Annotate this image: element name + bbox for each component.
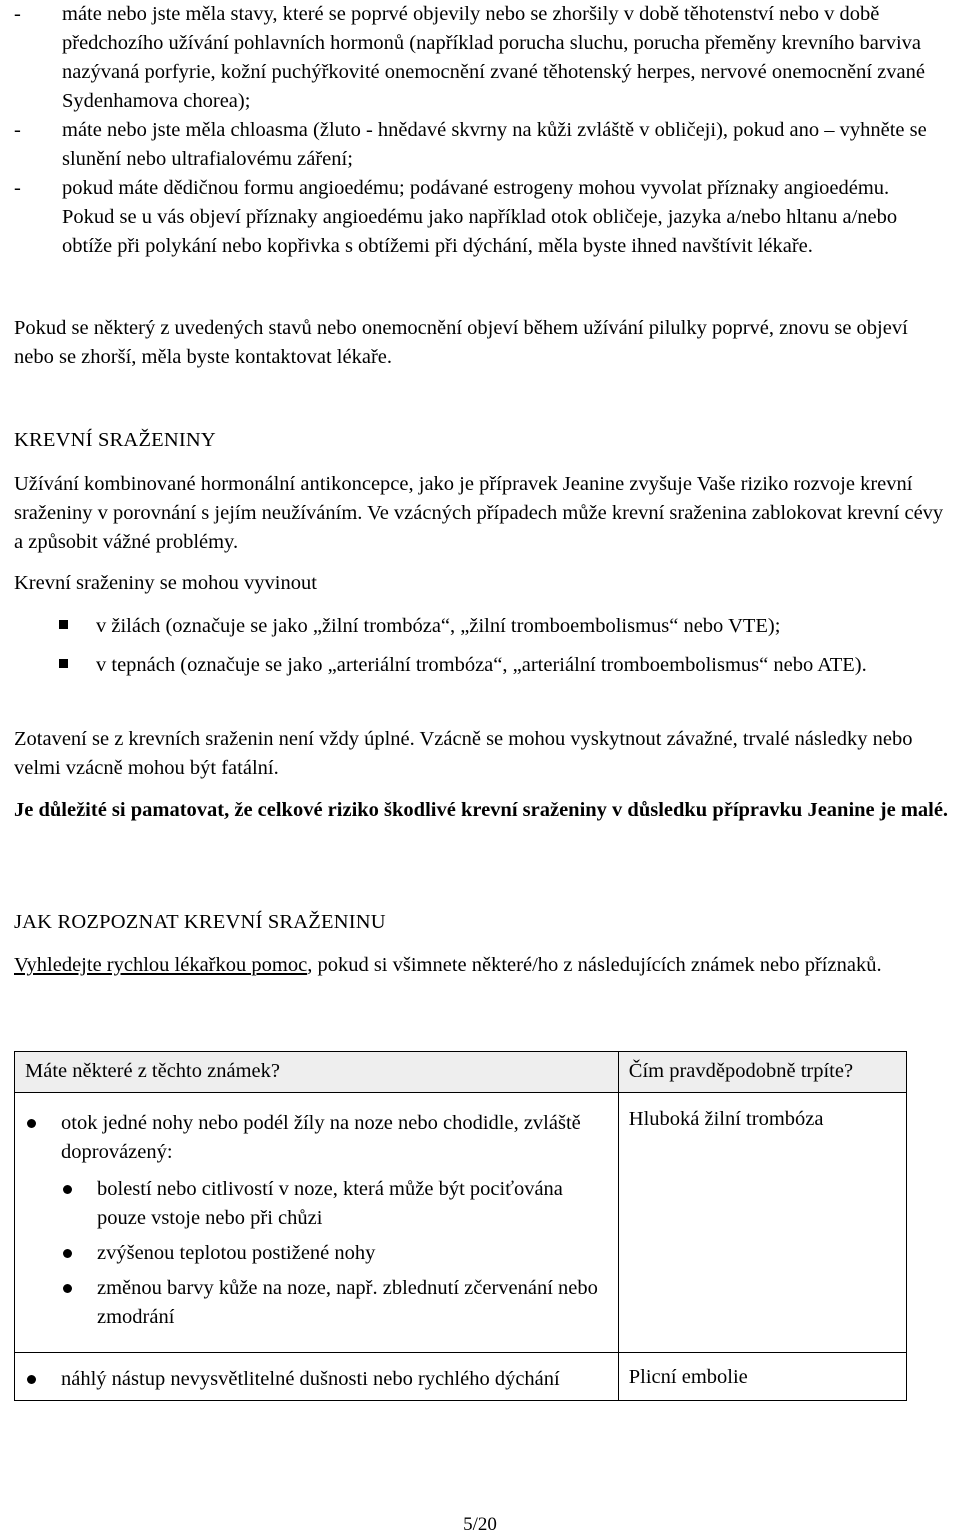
table-row (15, 1353, 907, 1401)
square-bullet-icon (59, 659, 68, 668)
list-item: - pokud máte dědičnou formu angioedému; podávané estrogeny mohou vyvolat příznaky angioedému. Pokud se u vás objeví příznaky angioedému jako například otok obličeje, jazyka a/nebo hltanu a/nebo obtíže při polykání nebo kopřivka s obtížemi při dýchání, měla byste ihned navštívit lékaře. (14, 177, 898, 257)
header-signs: Máte některé z těchto známek? (15, 1052, 619, 1093)
table-row (15, 1093, 907, 1353)
section-heading-blood-clots: KREVNÍ SRAŽENINY (14, 429, 216, 451)
list-item: otok jedné nohy nebo podél žíly na noze nebo chodidle, zvláště doprovázený: bolestí nebo citlivostí v noze, která může být pociťována pouze vstoje nebo při chůzi zvýšenou teplotou postižené nohy změnou barvy kůže na noze, např. zblednutí zčervenání nebo zmodrání (25, 1109, 608, 1332)
list-item: náhlý nástup nevysvětlitelné dušnosti nebo rychlého dýchání (25, 1365, 608, 1394)
clot-location-list (14, 612, 934, 690)
page-number: 5/20 (463, 1514, 497, 1535)
header-condition: Čím pravděpodobně trpíte? (618, 1052, 906, 1093)
contact-paragraph: Pokud se některý z uvedených stavů nebo onemocnění objeví během užívání pilulky poprvé, znovu se objeví nebo se zhorší, měla byste kontaktovat lékaře. (14, 317, 908, 368)
list-item: - máte nebo jste měla chloasma (žluto - hnědavé skvrny na kůži zvláště v obličeji), pokud ano – vyhněte se slunění nebo ultrafialovému záření; (14, 119, 927, 170)
bullet-icon (63, 1284, 72, 1293)
list-item: v tepnách (označuje se jako „arteriální trombóza“, „arteriální tromboembolismus“ nebo ATE). (14, 651, 934, 680)
table-header-row (15, 1052, 907, 1093)
list-item: změnou barvy kůže na noze, např. zblednutí zčervenání nebo zmodrání (61, 1274, 608, 1332)
recovery-paragraph: Zotavení se z krevních sraženin není vždy úplné. Vzácně se mohou vyskytnout závažné, trvalé následky nebo velmi vzácně mohou být fatální. (14, 728, 913, 779)
risk-paragraph: Užívání kombinované hormonální antikoncepce, jako je přípravek Jeanine zvyšuje Vaše riziko rozvoje krevní sraženiny v porovnání s jejím neužíváním. Ve vzácných případech může krevní sraženina zablokovat krevní cévy a způsobit vážné problémy. (14, 473, 944, 553)
section-heading-recognize-clot: JAK ROZPOZNAT KREVNÍ SRAŽENINU (14, 911, 386, 933)
bullet-icon (63, 1249, 72, 1258)
list-item: - máte nebo jste měla stavy, které se poprvé objevily nebo se zhoršily v době těhotenství nebo v době předchozího užívání pohlavních hormonů (například porucha sluchu, porucha přeměny krevního barviva nazývaná porfyrie, kožní puchýřkovité onemocnění zvané těhotenský herpes, nervové onemocnění zvané Sydenhamova chorea); (14, 3, 925, 112)
condition-cell: Hluboká žilní trombóza (618, 1093, 906, 1353)
symptoms-table (14, 1051, 907, 1401)
condition-cell: Plicní embolie (618, 1353, 906, 1401)
bullet-icon (63, 1185, 72, 1194)
list-item: bolestí nebo citlivostí v noze, která může být pociťována pouze vstoje nebo při chůzi (61, 1175, 608, 1233)
list-item: zvýšenou teplotou postižené nohy (61, 1239, 608, 1268)
seek-help-link: Vyhledejte rychlou lékařkou pomoc (14, 954, 308, 976)
seek-help-paragraph: Vyhledejte rychlou lékařkou pomoc, pokud si všimnete některé/ho z následujících známek nebo příznaků. (14, 954, 882, 976)
bullet-icon (27, 1375, 36, 1384)
list-item: v žilách (označuje se jako „žilní trombóza“, „žilní tromboembolismus“ nebo VTE); (14, 612, 934, 641)
bullet-icon (27, 1119, 36, 1128)
important-note: Je důležité si pamatovat, že celkové riziko škodlivé krevní sraženiny v důsledku přípravku Jeanine je malé. (14, 799, 949, 821)
intro-list (14, 0, 944, 261)
square-bullet-icon (59, 620, 68, 629)
clots-lead: Krevní sraženiny se mohou vyvinout (14, 572, 317, 594)
